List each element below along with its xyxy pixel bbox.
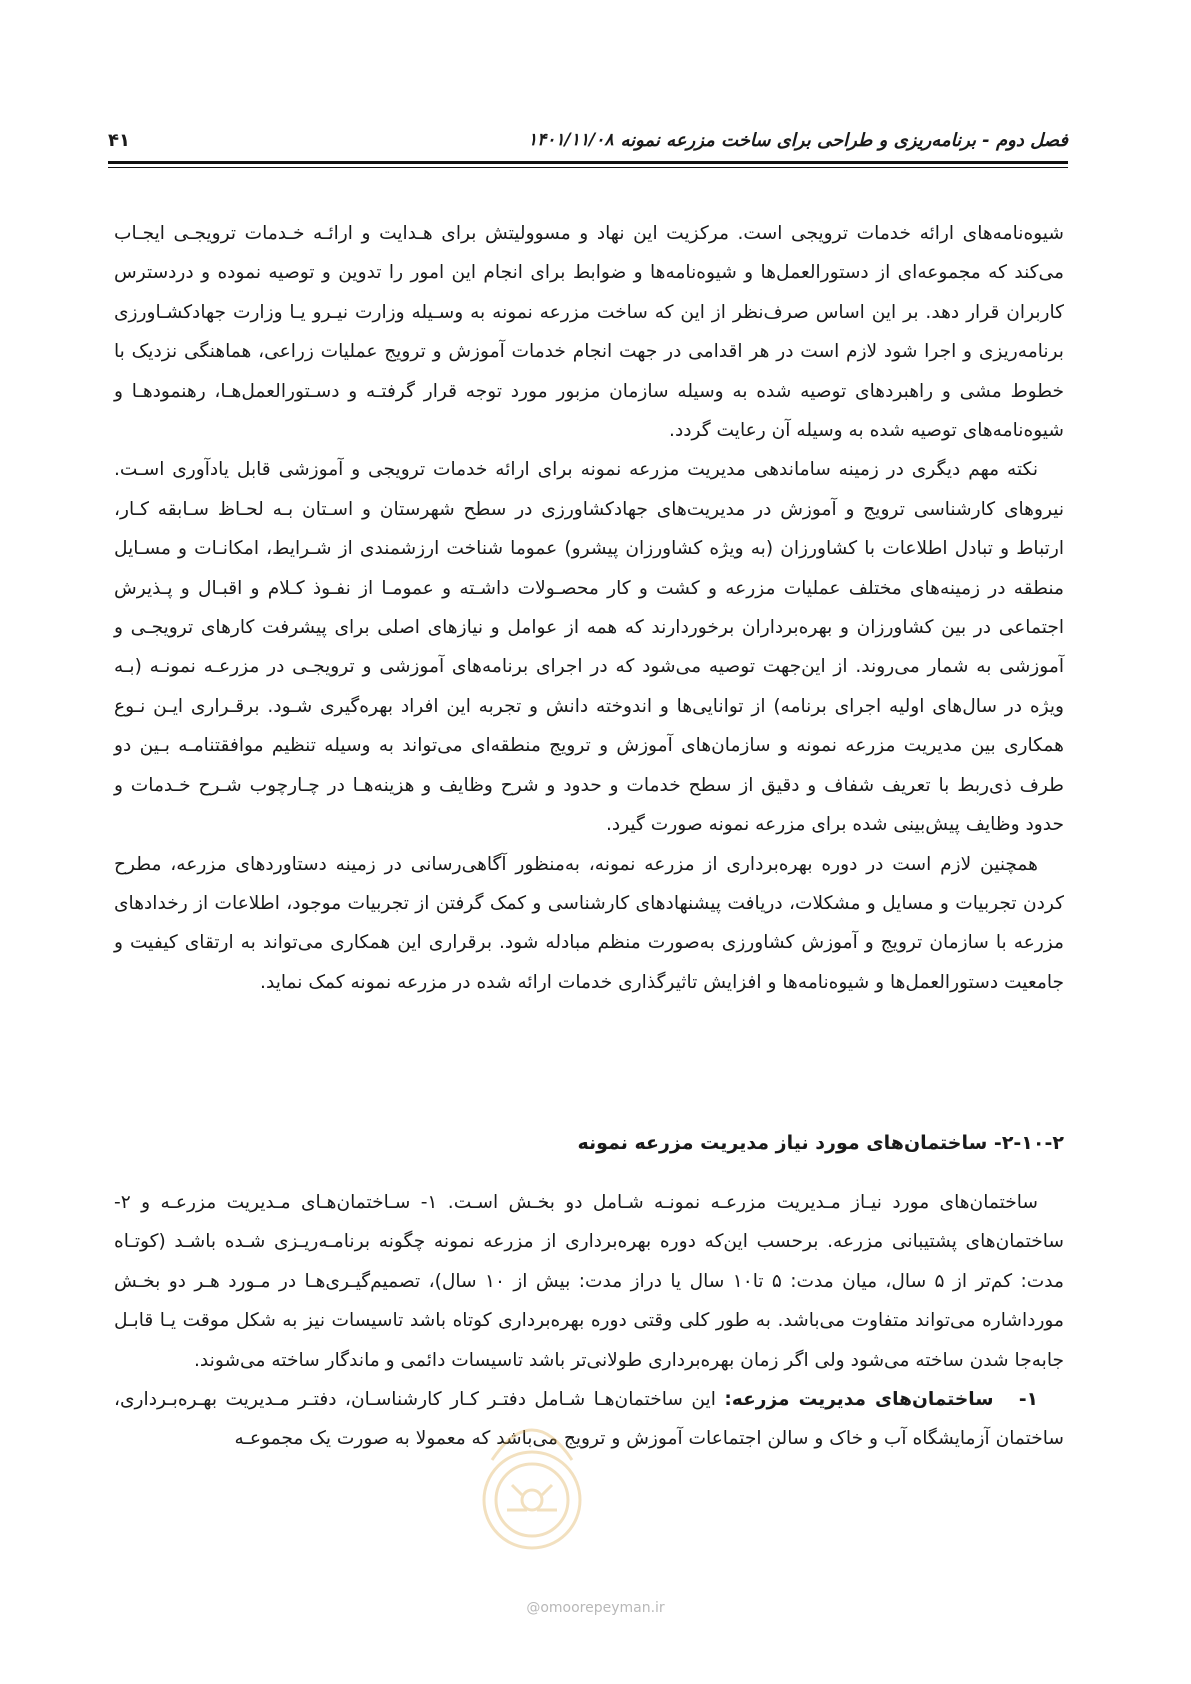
section-heading: ۲-۱۰-۲- ساختمان‌های مورد نیاز مدیریت مزرعه نمونه xyxy=(577,1132,1064,1154)
chapter-title: فصل دوم - برنامه‌ریزی و طراحی برای ساخت مزرعه نمونه xyxy=(620,130,1068,151)
paragraph: نکته مهم دیگری در زمینه ساماندهی مدیریت مزرعه نمونه برای ارائه خدمات ترویجی و آموزشی قابل یادآوری اسـت. نیروهای کارشناسی ترویج و آموزش در مدیریت‌های جهادکشاورزی در سطح شهرستان و اسـتان بـه لحـاظ سـابقه کـار، ارتباط و تبادل اطلاعات با کشاورزان (به ویژه کشاورزان پیشرو) عموما شناخت ارزشمندی از شـرایط، امکانـات و مسـایل منطقه در زمینه‌های مختلف عملیات مزرعه و کشت و کار محصـولات داشـته و عمومـا از نفـوذ کـلام و اقبـال و پـذیرش اجتماعی در بین کشاورزان و بهره‌برداران برخوردارند که همه از عوامل و نیازهای اصلی برای پیشرفت کارهای ترویجـی و آموزشی به شمار می‌روند. از این‌جهت توصیه می‌شود که در اجرای برنامه‌های آموزشی و ترویجـی در مزرعـه نمونـه (بـه ویژه در سال‌های اولیه اجرای برنامه) از توانایی‌ها و اندوخته دانش و تجربه این افراد بهره‌گیری شـود. برقـراری ایـن نـوع همکاری بین مدیریت مزرعه نمونه و سازمان‌های آموزش و ترویج منطقه‌ای می‌تواند به وسیله تنظیم موافقتنامـه بـین دو طرف ذی‌ربط با تعریف شفاف و دقیق از سطح خدمات و حدود و شرح وظایف و هزینه‌هـا در چـارچوب شـرح خـدمات و حدود وظایف پیش‌بینی شده برای مزرعه نمونه صورت گیرد. xyxy=(114,459,1064,836)
header-rule-thin xyxy=(108,167,1068,168)
list-text: این ساختمان‌هـا شـامل دفتـر کـار کارشناسـان، دفتـر مـدیریت بهـره‌بـرداری، ساختمان آزمایشگاه آب و خاک و سالن اجتماعات آموزش و ترویج می‌باشد که معمولا به صورت یک مجموعـه xyxy=(114,1389,1064,1450)
page-number: ۴۱ xyxy=(108,130,130,151)
paragraph: همچنین لازم است در دوره بهره‌برداری از مزرعه نمونه، به‌منظور آگاهی‌رسانی در زمینه دستاوردهای مزرعه، مطرح کردن تجربیات و مسایل و مشکلات، دریافت پیشنهادهای کارشناسی و کمک گرفتن از تجربیات موجود، اطلاعات از رخدادهای مزرعه با سازمان ترویج و آموزش کشاورزی به‌صورت منظم مبادله شود. برقراری این همکاری می‌تواند به ارتقای کیفیت و جامعیت دستورالعمل‌ها و شیوه‌نامه‌ها و افزایش تاثیرگذاری خدمات ارائه شده در مزرعه نمونه کمک نماید. xyxy=(114,853,1064,993)
header-date: ۱۴۰۱/۱۱/۰۸ xyxy=(528,130,614,150)
list-number: ۱- xyxy=(1018,1389,1038,1411)
paragraph: شیوه‌نامه‌های ارائه خدمات ترویجی است. مرکزیت این نهاد و مسوولیتش برای هـدایت و ارائـه خـدمات ترویجـی ایجـاب می‌کند که مجموعه‌ای از دستورالعمل‌ها و شیوه‌نامه‌ها و ضوابط برای انجام این امور را تدوین و توصیه نموده و دردسترس کاربران قرار دهد. بر این اساس صرف‌نظر از این که ساخت مزرعه نمونه به وسـیله وزارت نیـرو یـا وزارت جهادکشـاورزی برنامه‌ریزی و اجرا شود لازم است در هر اقدامی در جهت انجام خدمات آموزش و ترویج عملیات زراعی، هماهنگی نزدیک با خطوط مشی و راهبردهای توصیه شده به وسیله سازمان مزبور مورد توجه قرار گرفتـه و دسـتورالعمل‌هـا، رهنمودهـا و شیوه‌نامه‌های توصیه شده به وسیله آن رعایت گردد. xyxy=(114,223,1064,442)
paragraph: ساختمان‌های مورد نیـاز مـدیریت مزرعـه نمونـه شـامل دو بخـش اسـت. ۱- سـاختمان‌هـای مـدیریت مزرعـه و ۲- ساختمان‌های پشتیبانی مزرعه. برحسب این‌که دوره بهره‌برداری از مزرعه نمونه چگونه برنامـه‌ریـزی شـده باشـد (کوتـاه مدت: کم‌تر از ۵ سال، میان مدت: ۵ تا۱۰ سال یا دراز مدت: بیش از ۱۰ سال)، تصمیم‌گیـری‌هـا در مـورد هـر دو بخـش مورداشاره می‌تواند متفاوت می‌باشد. به طور کلی وقتی دوره بهره‌برداری کوتاه باشد تاسیسات نیز به شکل موقت یـا قابـل جابه‌جا شدن ساخته می‌شود ولی اگر زمان بهره‌برداری طولانی‌تر باشد تاسیسات دائمی و ماندگار ساخته می‌شوند. xyxy=(114,1192,1064,1371)
body-text xyxy=(114,214,1064,1002)
watermark-url: @omoorepeyman.ir xyxy=(526,1600,665,1616)
list-label: ساختمان‌های مدیریت مزرعه: xyxy=(724,1389,994,1411)
watermark-seal-icon xyxy=(462,1390,602,1570)
header-rule-thick xyxy=(108,161,1068,164)
page-header xyxy=(108,122,1068,162)
